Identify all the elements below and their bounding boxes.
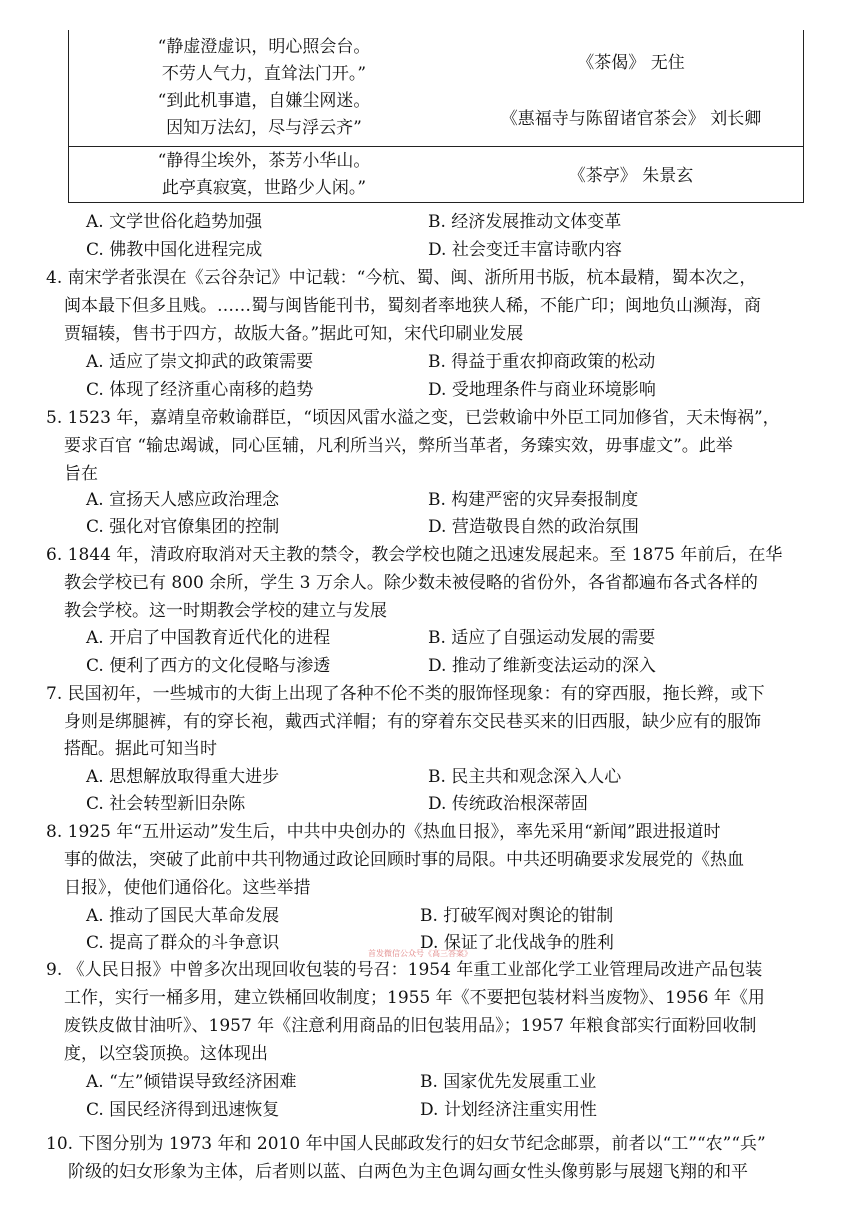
- q4-option-a: A. 适应了崇文抑武的政策需要: [86, 352, 314, 372]
- poem-1-source: 《茶偈》 无住: [577, 53, 685, 73]
- q9-stem-line-4: 度，以空袋顶换。这体现出: [64, 1044, 268, 1064]
- q9-option-d: D. 计划经济注重实用性: [420, 1100, 597, 1120]
- poem-3: [69, 148, 459, 202]
- q3-option-a: A. 文学世俗化趋势加强: [86, 212, 263, 232]
- q3-option-c: C. 佛教中国化进程完成: [86, 240, 263, 260]
- poem-1: [69, 34, 459, 88]
- poem-1-line-1: “静虚澄虚识，明心照会台。: [157, 37, 371, 57]
- poem-3-line-1: “静得尘埃外，茶芳小华山。: [157, 151, 371, 171]
- q9-option-a: A. “左”倾错误导致经济困难: [86, 1072, 297, 1092]
- q5-option-b: B. 构建严密的灾异奏报制度: [428, 490, 639, 510]
- watermark-text: 首发微信公众号《高三答案》: [368, 949, 472, 958]
- q7-option-a: A. 思想解放取得重大进步: [86, 767, 280, 787]
- q7-option-d: D. 传统政治根深蒂固: [428, 794, 588, 814]
- q3-option-d: D. 社会变迁丰富诗歌内容: [428, 240, 622, 260]
- q9-stem-line-2: 工作，实行一桶多用，建立铁桶回收制度；1955 年《不要把包装材料当废物》、1956 年《用: [64, 988, 765, 1008]
- poem-1-line-2: 不劳人气力，直耸法门开。”: [161, 64, 367, 84]
- poem-table-row-1: [69, 30, 803, 146]
- q8-stem-line-1: 8. 1925 年“五卅运动”发生后，中共中央创办的《热血日报》，率先采用“新闻”跟进报道时: [46, 822, 721, 842]
- q7-option-c: C. 社会转型新旧杂陈: [86, 794, 246, 814]
- q8-option-d: D. 保证了北伐战争的胜利: [420, 933, 614, 953]
- q4-option-b: B. 得益于重农抑商政策的松动: [428, 352, 656, 372]
- q8-stem-line-3: 日报》，使他们通俗化。这些举措: [64, 878, 311, 898]
- q8-stem-line-2: 事的做法，突破了此前中共刊物通过政论回顾时事的局限。中共还明确要求发展党的《热血: [64, 850, 744, 870]
- q7-stem-line-2: 身则是绑腿裤，有的穿长袍，戴西式洋帽；有的穿着东交民巷买来的旧西服，缺少应有的服饰: [64, 712, 761, 732]
- poem-2-source: 《惠福寺与陈留诸官茶会》 刘长卿: [500, 109, 762, 129]
- q4-stem-line-3: 贾辐辏，售书于四方，故版大备。”据此可知，宋代印刷业发展: [64, 324, 524, 344]
- q6-option-d: D. 推动了维新变法运动的深入: [428, 656, 656, 676]
- q4-option-d: D. 受地理条件与商业环境影响: [428, 380, 656, 400]
- q5-stem-line-3: 旨在: [64, 464, 98, 484]
- q5-stem-line-2: 要求百官 “输忠竭诚，同心匡辅，凡利所当兴，弊所当革者，务臻实效，毋事虚文”。此举: [64, 436, 733, 456]
- q8-option-a: A. 推动了国民大革命发展: [86, 906, 280, 926]
- poem-3-source: 《茶亭》 朱景玄: [568, 166, 694, 186]
- q4-option-c: C. 体现了经济重心南移的趋势: [86, 380, 314, 400]
- q5-option-d: D. 营造敬畏自然的政治氛围: [428, 517, 639, 537]
- q8-option-c: C. 提高了群众的斗争意识: [86, 933, 280, 953]
- poem-2-line-2: 因知万法幻，尽与浮云齐”: [166, 118, 362, 138]
- q3-option-b: B. 经济发展推动文体变革: [428, 212, 622, 232]
- q9-stem-line-1: 9. 《人民日报》中曾多次出现回收包装的号召：1954 年重工业部化学工业管理局改进产品包装: [46, 960, 763, 980]
- q6-option-b: B. 适应了自强运动发展的需要: [428, 628, 656, 648]
- q10-stem-line-1: 10. 下图分别为 1973 年和 2010 年中国人民邮政发行的妇女节纪念邮票，前者以“工”“农”“兵”: [46, 1134, 766, 1154]
- q6-stem-line-1: 6. 1844 年，清政府取消对天主教的禁令，教会学校也随之迅速发展起来。至 1875 年前后，在华: [46, 545, 783, 565]
- q7-stem-line-1: 7. 民国初年，一些城市的大街上出现了各种不伦不类的服饰怪现象：有的穿西服，拖长辫，或下: [46, 684, 765, 704]
- q9-option-c: C. 国民经济得到迅速恢复: [86, 1100, 280, 1120]
- q9-option-b: B. 国家优先发展重工业: [420, 1072, 597, 1092]
- q4-stem-line-2: 闽本最下但多且贱。……蜀与闽皆能刊书，蜀刻者率地狭人稀，不能广印；闽地负山濒海，商: [64, 296, 761, 316]
- q7-stem-line-3: 搭配。据此可知当时: [64, 739, 217, 759]
- poem-3-line-2: 此亭真寂寞，世路少人闲。”: [161, 178, 367, 198]
- q6-stem-line-2: 教会学校已有 800 余所，学生 3 万余人。除少数未被侵略的省份外，各省都遍布各式各样的: [64, 573, 758, 593]
- q10-stem-line-2: 阶级的妇女形象为主体，后者则以蓝、白两色为主色调勾画女性头像剪影与展翅飞翔的和平: [68, 1162, 748, 1182]
- q8-option-b: B. 打破军阀对舆论的钳制: [420, 906, 614, 926]
- poem-table: [68, 30, 804, 203]
- q5-stem-line-1: 5. 1523 年，嘉靖皇帝敕谕群臣，“顷因风雷水溢之变，已尝敕谕中外臣工同加修省，天未悔祸”，: [46, 408, 780, 428]
- poem-2: [69, 88, 459, 142]
- q5-option-c: C. 强化对官僚集团的控制: [86, 517, 280, 537]
- q5-option-a: A. 宣扬天人感应政治理念: [86, 490, 280, 510]
- q7-option-b: B. 民主共和观念深入人心: [428, 767, 622, 787]
- poem-table-row-2: [69, 146, 803, 203]
- q4-stem-line-1: 4. 南宋学者张淏在《云谷杂记》中记载：“今杭、蜀、闽、浙所用书版，杭本最精，蜀本次之，: [46, 268, 757, 288]
- q6-option-c: C. 便利了西方的文化侵略与渗透: [86, 656, 331, 676]
- q9-stem-line-3: 废铁皮做甘油听》、1957 年《注意利用商品的旧包装用品》；1957 年粮食部实行面粉回收制: [64, 1016, 757, 1036]
- q6-stem-line-3: 教会学校。这一时期教会学校的建立与发展: [64, 601, 387, 621]
- poem-2-line-1: “到此机事遣，自嫌尘网迷。: [157, 91, 371, 111]
- q6-option-a: A. 开启了中国教育近代化的进程: [86, 628, 331, 648]
